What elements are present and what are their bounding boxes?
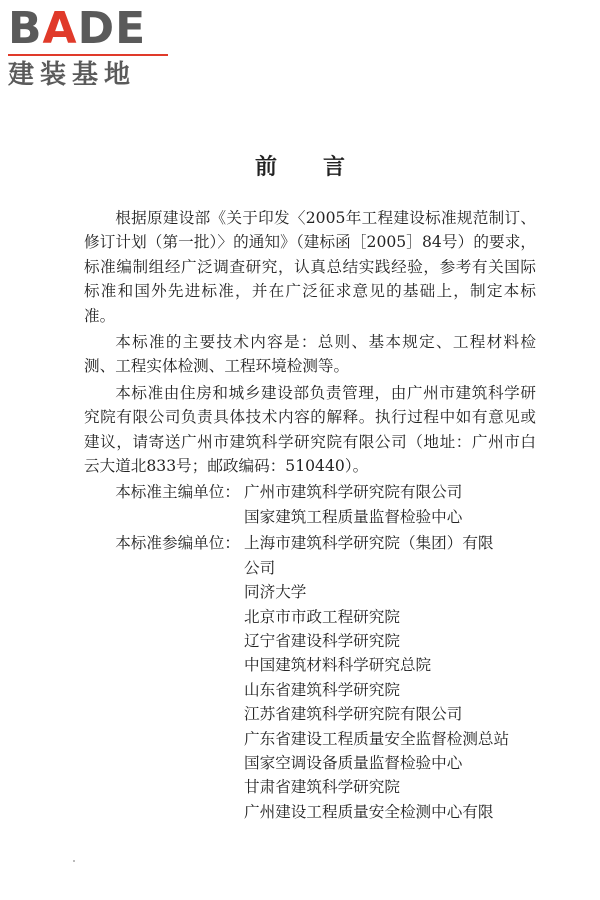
participating-unit: 国家空调设备质量监督检验中心 bbox=[244, 753, 463, 772]
logo-rule bbox=[8, 54, 168, 56]
logo-wordmark: BADE bbox=[8, 3, 147, 54]
preface-body bbox=[84, 206, 536, 824]
participating-units-label: 本标准参编单位： bbox=[115, 534, 240, 553]
bade-logo bbox=[8, 3, 180, 90]
chief-unit: 广州市建筑科学研究院有限公司 bbox=[244, 483, 463, 502]
chief-units bbox=[84, 480, 536, 529]
page-speck bbox=[73, 860, 75, 862]
participating-unit: 山东省建筑科学研究院 bbox=[244, 680, 400, 699]
participating-unit: 甘肃省建筑科学研究院 bbox=[244, 778, 400, 797]
participating-unit: 辽宁省建设科学研究院 bbox=[244, 631, 400, 650]
paragraph-basis: 根据原建设部《关于印发〈2005年工程建设标准规范制订、修订计划（第一批）〉的通知》（建标函［2005］84号）的要求，标准编制组经广泛调查研究，认真总结实践经验，参考有关国际标准和国外先进标准，并在广泛征求意见的基础上，制定本标准。 bbox=[84, 209, 536, 325]
participating-unit: 北京市市政工程研究院 bbox=[244, 607, 400, 626]
participating-unit: 广州建设工程质量安全检测中心有限 bbox=[244, 802, 494, 821]
participating-unit: 广东省建设工程质量安全监督检测总站 bbox=[244, 729, 510, 748]
participating-units bbox=[84, 531, 536, 824]
paragraph-technical-content: 本标准的主要技术内容是：总则、基本规定、工程材料检测、工程实体检测、工程环境检测等。 bbox=[84, 333, 536, 376]
participating-unit-continued: 公司 bbox=[244, 558, 276, 577]
logo-chinese-name: 建装基地 bbox=[8, 60, 137, 90]
participating-unit: 上海市建筑科学研究院（集团）有限 bbox=[244, 534, 494, 553]
participating-unit: 同济大学 bbox=[244, 583, 307, 602]
page-title: 前言 bbox=[254, 154, 391, 180]
participating-unit: 中国建筑材料科学研究总院 bbox=[244, 656, 432, 675]
chief-unit: 国家建筑工程质量监督检验中心 bbox=[244, 507, 463, 526]
paragraph-management: 本标准由住房和城乡建设部负责管理，由广州市建筑科学研究院有限公司负责具体技术内容的解释。执行过程中如有意见或建议，请寄送广州市建筑科学研究院有限公司（地址：广州市白云大道北833号；邮政编码：510440）。 bbox=[84, 383, 536, 476]
chief-units-label: 本标准主编单位： bbox=[115, 483, 240, 502]
participating-unit: 江苏省建筑科学研究院有限公司 bbox=[244, 705, 463, 724]
